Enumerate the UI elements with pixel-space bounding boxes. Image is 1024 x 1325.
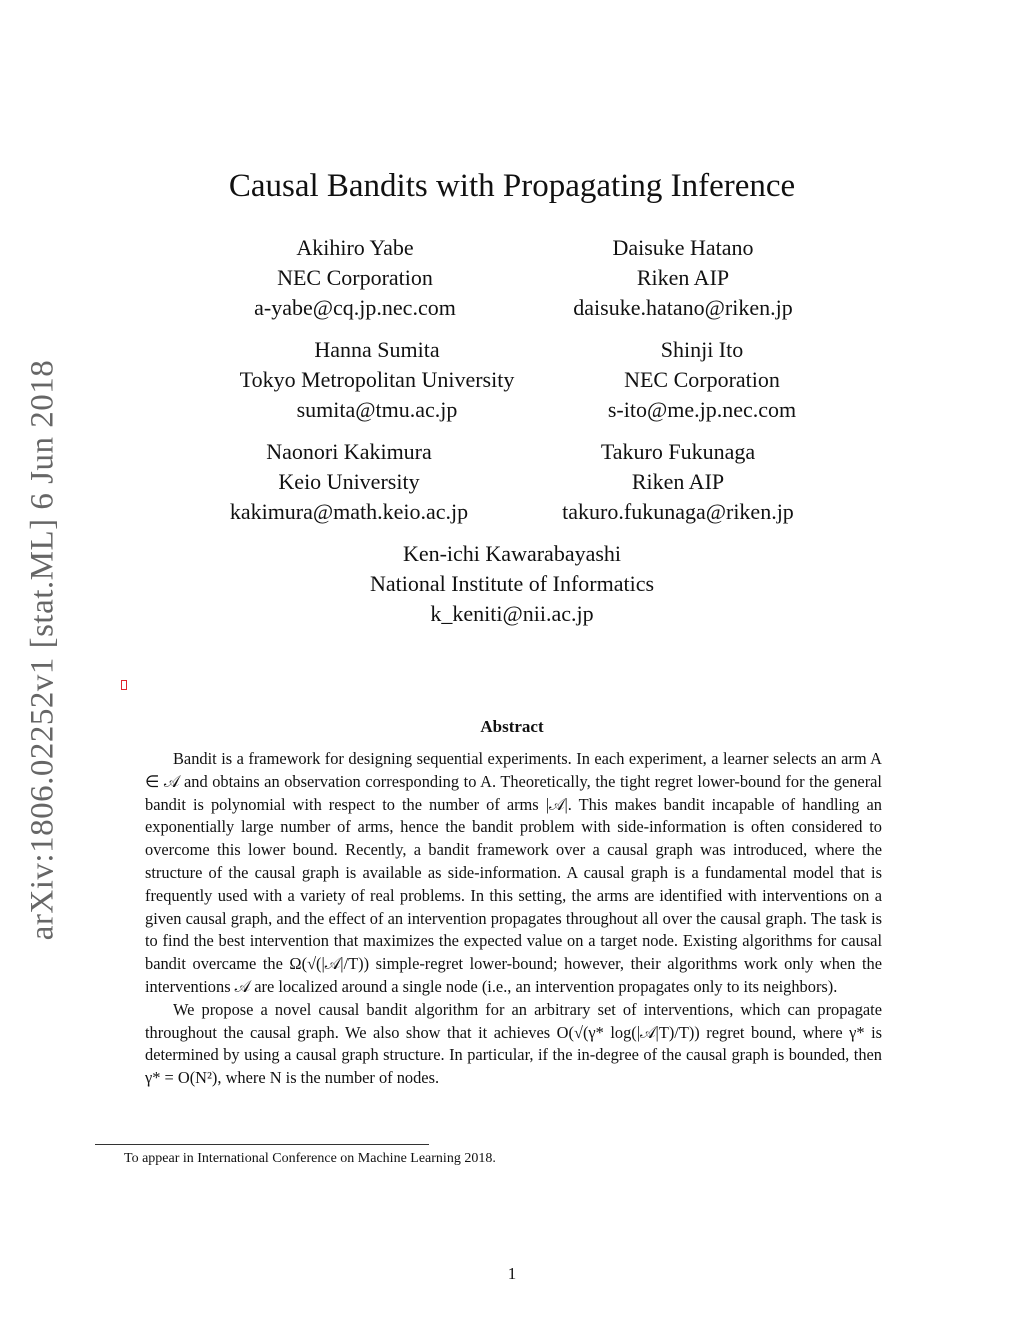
author-affiliation: NEC Corporation <box>624 367 780 392</box>
author-email: takuro.fukunaga@riken.jp <box>562 499 794 524</box>
author-email: daisuke.hatano@riken.jp <box>573 295 793 320</box>
author-email: sumita@tmu.ac.jp <box>296 397 458 422</box>
author-email: a-yabe@cq.jp.nec.com <box>254 295 456 320</box>
author-name: Akihiro Yabe <box>296 235 414 260</box>
abstract-paragraph: Bandit is a framework for designing sequential experiments. In each experiment, a learner selects an arm A ∈ 𝒜 and obtains an observation corresponding to A. Theoretically, the tight regret lower-bound for the general bandit is polynomial with respect to the number of arms |𝒜|. This makes bandit incapable of handling an exponentially large number of arms, hence the bandit problem with side-information is often considered to overcome this lower bound. Recently, a bandit framework over a causal graph was introduced, where the structure of the causal graph is available as side-information. A causal graph is a fundamental model that is frequently used with a variety of real problems. In this setting, the arms are identified with interventions on a given causal graph, and the effect of an intervention propagates throughout all over the causal graph. The task is to find the best intervention that maximizes the expected value on a target node. Existing algorithms for causal bandit overcame the Ω(√(|𝒜|/T)) simple-regret lower-bound; however, their algorithms work only when the interventions 𝒜 are localized around a single node (i.e., an intervention propagates only to its neighbors). <box>145 749 882 996</box>
abstract-heading: Abstract <box>480 717 544 736</box>
author-name: Shinji Ito <box>660 337 744 362</box>
author-block <box>213 437 485 527</box>
author-name: Daisuke Hatano <box>612 235 754 260</box>
abstract-paragraph: We propose a novel causal bandit algorithm for an arbitrary set of interventions, which can propagate throughout the causal graph. We also show that it achieves O(√(γ* log(|𝒜|T)/T)) regret bound, where γ* is determined by using a causal graph structure. In particular, if the in-degree of the causal graph is bounded, then γ* = O(N²), where N is the number of nodes. <box>145 999 882 1088</box>
author-email: kakimura@math.keio.ac.jp <box>229 499 469 524</box>
author-name: Ken-ichi Kawarabayashi <box>402 541 622 566</box>
author-block <box>545 437 811 527</box>
footnote-divider <box>95 1144 429 1145</box>
author-affiliation: NEC Corporation <box>277 265 433 290</box>
author-affiliation: Keio University <box>278 469 420 494</box>
annotation-marker <box>121 680 127 690</box>
author-affiliation: National Institute of Informatics <box>369 571 655 596</box>
author-block <box>213 335 541 425</box>
author-block <box>572 335 832 425</box>
author-block <box>513 233 853 323</box>
paper-title: Causal Bandits with Propagating Inference <box>228 168 796 204</box>
author-affiliation: Riken AIP <box>636 265 730 290</box>
arxiv-identifier: arXiv:1806.02252v1 [stat.ML] 6 Jun 2018 <box>24 359 61 941</box>
author-affiliation: Riken AIP <box>631 469 725 494</box>
abstract-body <box>145 748 882 1090</box>
author-name: Hanna Sumita <box>314 337 440 362</box>
page-number: 1 <box>507 1264 517 1283</box>
author-email: k_keniti@nii.ac.jp <box>430 601 594 626</box>
author-name: Naonori Kakimura <box>266 439 432 464</box>
author-block <box>213 233 497 323</box>
author-name: Takuro Fukunaga <box>600 439 756 464</box>
author-email: s-ito@me.jp.nec.com <box>607 397 797 422</box>
footnote: To appear in International Conference on Machine Learning 2018. <box>124 1151 496 1166</box>
author-affiliation: Tokyo Metropolitan University <box>239 367 515 392</box>
author-block <box>312 539 712 629</box>
